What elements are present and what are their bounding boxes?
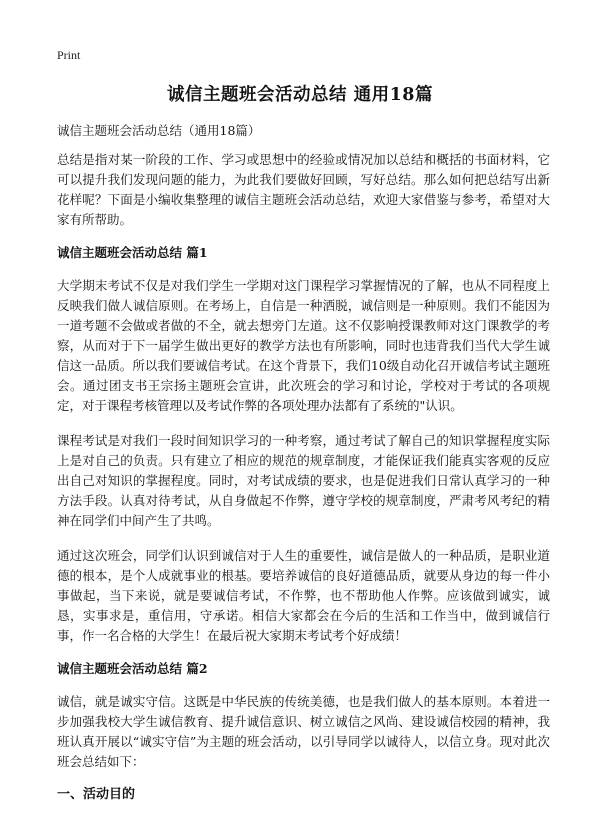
subsection-heading: 一、活动目的 [57,787,136,802]
print-link[interactable]: Print [57,48,81,62]
section-heading-1: 诚信主题班会活动总结 篇1 [57,245,208,260]
intro-paragraph: 总结是指对某一阶段的工作、学习或思想中的经验或情况加以总结和概括的书面材料，它可以提升我们发现问题的能力，为此我们要做好回顾，写好总结。那么如何把总结写出新花样呢？下面是小编收集整理的诚信主题班会活动总结，欢迎大家借鉴与参考，希望对大家有所帮助。 [57,152,550,227]
section-heading-2: 诚信主题班会活动总结 篇2 [57,661,208,676]
section-1-paragraph-3: 通过这次班会，同学们认识到诚信对于人生的重要性，诚信是做人的一种品质，是职业道德的根本，是个人成就事业的根基。要培养诚信的良好道德品质，就要从身边的每一件小事做起，当下来说，就是要诚信考试，不作弊，也不帮助他人作弊。应该做到诚实，诚恳，实事求是，重信用，守承诺。相信大家都会在今后的生活和工作当中，做到诚信行事，作一名合格的大学生！在最后祝大家期末考试考个好成绩！ [57,548,550,643]
section-1-paragraph-1: 大学期末考试不仅是对我们学生一学期对这门课程学习掌握情况的了解，也从不同程度上反映我们做人诚信原则。在考场上，自信是一种洒脱，诚信则是一种原则。我们不能因为一道考题不会做或者做的不全，就去想旁门左道。这不仅影响授课教师对这门课教学的考察，从而对于下一届学生做出更好的教学方法也有所影响，同时也违背我们当代大学生诚信这一品质。所以我们要诚信考试。在这个背景下，我们10级自动化召开诚信考试主题班会。通过团支书王宗扬主题班会宣讲，此次班会的学习和讨论，学校对于考试的各项规定，对于课程考核管理以及考试作弊的各项处理办法都有了系统的"认识。 [57,278,550,413]
document-subtitle: 诚信主题班会活动总结（通用18篇） [57,123,261,138]
section-1-paragraph-2: 课程考试是对我们一段时间知识学习的一种考察，通过考试了解自己的知识掌握程度实际上是对自己的负责。只有建立了相应的规范的规章制度，才能保证我们能真实客观的反应出自己对知识的掌握程度。同时，对考试成绩的要求，也是促进我们日常认真学习的一种方法手段。认真对待考试，从自身做起不作弊，遵守学校的规章制度，严肃考风考纪的精神在同学们中间产生了共鸣。 [57,433,550,528]
document-title: 诚信主题班会活动总结 通用18篇 [167,85,433,105]
document-content [57,150,550,805]
section-2-paragraph-1: 诚信，就是诚实守信。这既是中华民族的传统美德，也是我们做人的基本原则。本着进一步加强我校大学生诚信教育、提升诚信意识、树立诚信之风尚、建设诚信校园的精神，我班认真开展以“诚实守信”为主题的班会活动，以引导同学以诚待人，以信立身。现对此次班会总结如下： [57,694,550,769]
